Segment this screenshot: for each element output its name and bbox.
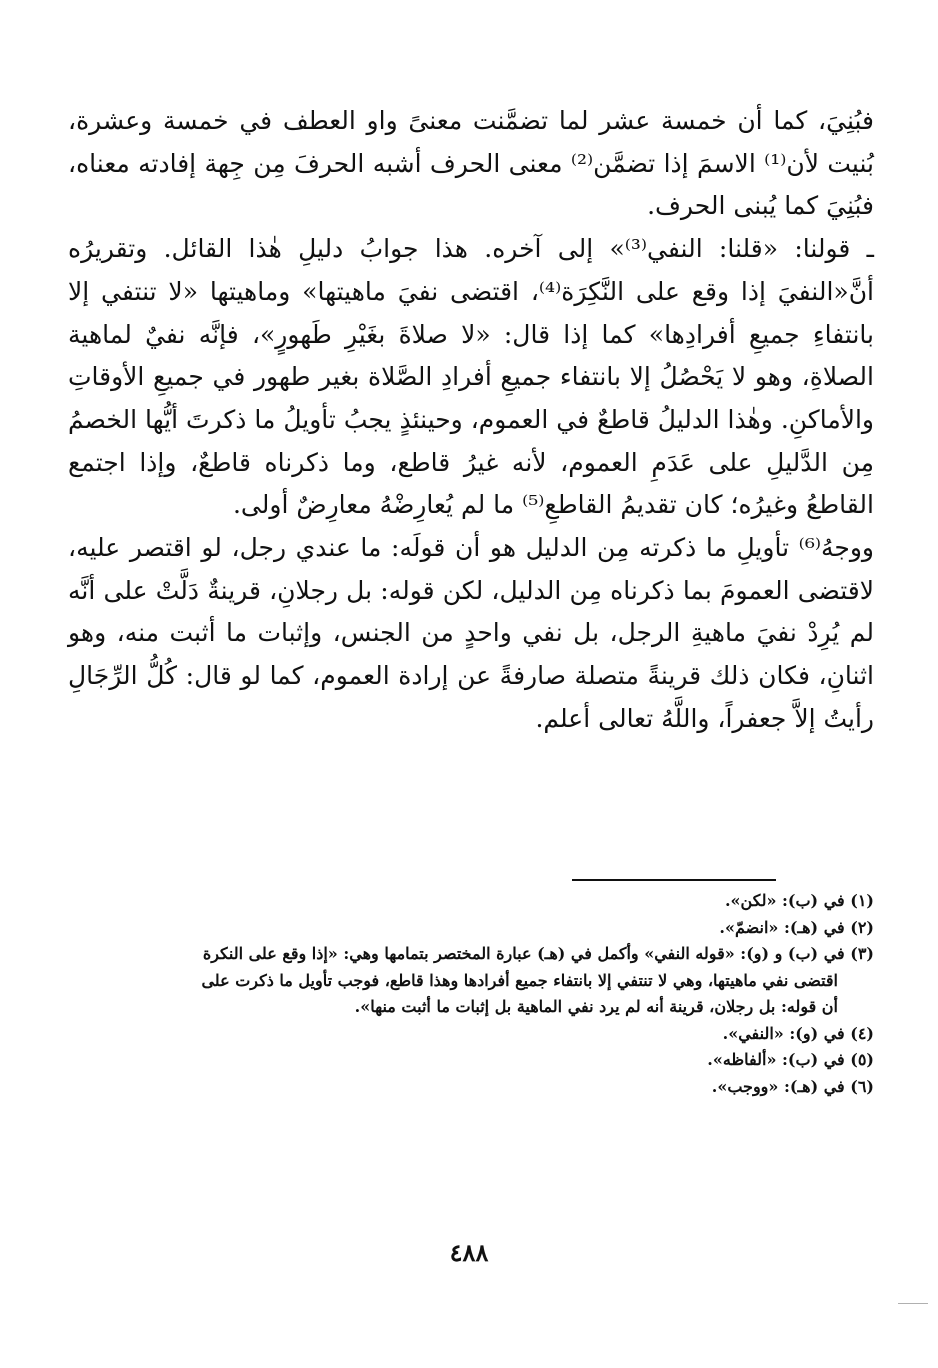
footnote-separator bbox=[572, 879, 776, 881]
page-number: ٤٨٨ bbox=[449, 1238, 489, 1267]
footnote-continuation: أن قوله: بل رجلان، قرينة أنه لم يرد نفي الماهية بل إثبات ما أثبت منها». bbox=[354, 997, 838, 1016]
footnote-continuation: اقتضى نفي ماهيتها، وهي لا تنتفي إلا بانتفاء جميع أفرادها وهذا قاطع، فوجب تأويل ما ذكرت على bbox=[201, 970, 838, 990]
main-text bbox=[68, 100, 874, 741]
footnote: (١) في (ب): «لكن». bbox=[724, 891, 874, 910]
paragraph: ووجهُ⁽⁶⁾ تأويلِ ما ذكرته مِن الدليل هو أن قولَه: ما عندي رجل، لو اقتصر عليه، لاقتضى العمومَ بما ذكرناه مِن الدليل، لكن قوله: بل رجلانِ، قرينةٌ دَلَّتْ على أنَّه لم يُرِدْ نفيَ ماهيةِ الرجل، بل نفي واحدٍ من الجنس، وإثبات ما أثبت منه، وهو اثنانِ، فكان ذلك قرينةً متصلة صارفةً عن إرادة العموم، كما لو قال: كُلُّ الرِّجَالِ رأيتُ إلاَّ جعفراً، واللَّهُ تعالى أعلم. bbox=[68, 533, 874, 733]
footnote: (٦) في (هـ): «ووجب». bbox=[711, 1076, 874, 1096]
scan-edge-mark bbox=[898, 1303, 928, 1304]
footnote: (٣) في (ب) و (و): «قوله النفي» وأكمل في (هـ) عبارة المختصر بتمامها وهي: «إذا وقع على النكرة bbox=[202, 944, 874, 963]
footnote: (٤) في (و): «النفي». bbox=[722, 1023, 874, 1043]
footnotes bbox=[68, 888, 874, 1100]
paragraph: فبُنِيَ، كما أن خمسة عشر لما تضمَّنت معنىً واو العطف في خمسة وعشرة، بُنيت لأن⁽¹⁾ الاسمَ إذا تضمَّن⁽²⁾ معنى الحرف أشبه الحرفَ مِن جِهة إفادته معناه، فبُنِيَ كما يُبنى الحرف. bbox=[68, 106, 874, 221]
footnote: (٥) في (ب): «ألفاظه». bbox=[707, 1050, 874, 1069]
paragraph: ـ قولنا: «قلنا: النفي⁽³⁾» إلى آخره. هذا جوابُ دليلِ هٰذا القائل. وتقريرُه أنَّ«النفيَ إذا وقع على النَّكِرَة⁽⁴⁾، اقتضى نفيَ ماهيتها» وماهيتها «لا تنتفي إلا بانتفاءِ جميعِ أفرادِها» كما إذا قال: «لا صلاةَ بغَيْرِ طَهورٍ»، فإنَّه نفيٌ لماهية الصلاةِ، وهو لا يَحْصُلُ إلا بانتفاء جميعِ أفرادِ الصَّلاة بغير طهور في جميعِ الأوقاتِ والأماكنِ. وهٰذا الدليلُ قاطعٌ في العموم، وحينئذٍ يجبُ تأويلُ ما ذكرتَ أيُّها الخصمُ مِن الدَّليلِ على عَدَمِ العموم، لأنه غيرُ قاطع، وما ذكرناه قاطعٌ، وإذا اجتمع القاطعُ وغيرُه؛ كان تقديمُ القاطعِ⁽⁵⁾ ما لم يُعارِضْهُ معارِضٌ أولى. bbox=[68, 234, 874, 520]
footnote: (٢) في (هـ): «انضمّ». bbox=[719, 917, 874, 937]
